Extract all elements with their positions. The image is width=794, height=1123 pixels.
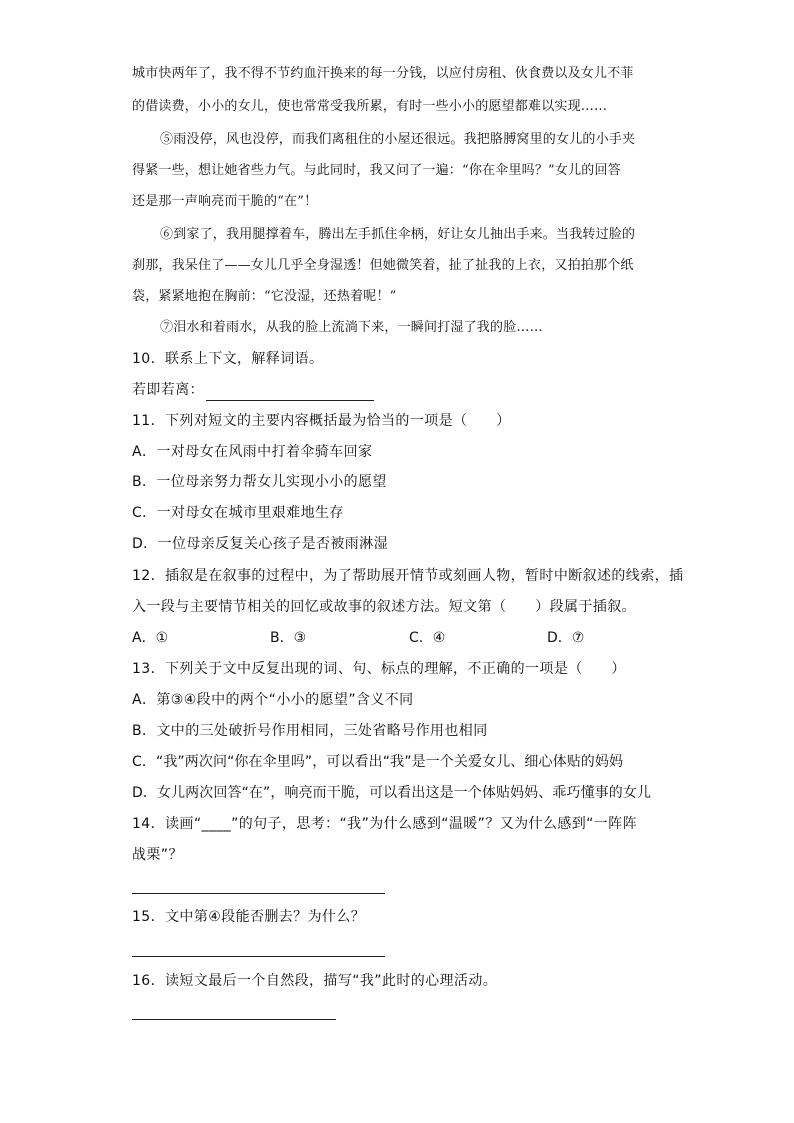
option-d[interactable]: D．⑦ [547,630,585,646]
passage-line: 城市快两年了，我不得不节约血汗换来的每一分钱，以应付房租、伙食费以及女儿不菲 [132,66,634,81]
answer-line[interactable] [132,893,385,894]
option-a[interactable]: A．第③④段中的两个“小小的愿望”含义不同 [132,692,414,708]
answer-line[interactable] [132,956,385,957]
option-b[interactable]: B．一位母亲努力帮女儿实现小小的愿望 [132,474,387,490]
question-10-item [132,379,374,401]
passage-line: 还是那一声响亮而干脆的“在”！ [132,194,318,209]
option-d[interactable]: D．女儿两次回答“在”，响亮而干脆，可以看出这是一个体贴妈妈、乖巧懂事的女儿 [132,785,652,801]
option-b[interactable]: B．③ [270,630,307,646]
option-d[interactable]: D．一位母亲反复关心孩子是否被雨淋湿 [132,536,388,552]
term-label: 若即若离： [132,382,204,398]
option-a[interactable]: A．① [132,630,169,646]
question-14-stem-line-1: 14．读画“____”的句子，思考：“我”为什么感到“温暖”？又为什么感到“一阵阵 [132,816,637,832]
paragraph-5-line: ⑤雨没停，风也没停，而我们离租住的小屋还很远。我把胳膊窝里的女儿的小手夹 [160,132,636,147]
question-10-stem: 10．联系上下文，解释词语。 [132,351,324,367]
passage-line: 得紧一些，想让她省些力气。与此同时，我又问了一遍：“你在伞里吗？”女儿的回答 [132,163,621,178]
question-13-stem: 13．下列关于文中反复出现的词、句、标点的理解，不正确的一项是（ ） [132,661,626,677]
question-15-stem: 15．文中第④段能否删去？为什么？ [132,909,366,925]
answer-blank[interactable] [206,386,374,401]
question-12-stem-line-2: 入一段与主要情节相关的回忆或故事的叙述方法。短文第（ ）段属于插叙。 [132,599,636,615]
option-b[interactable]: B．文中的三处破折号作用相同，三处省略号作用也相同 [132,723,488,739]
passage-line: 刹那，我呆住了——女儿几乎全身湿透！但她微笑着，扯了扯我的上衣，又拍拍那个纸 [132,258,634,273]
passage-line: 的借读费，小小的女儿，使也常常受我所累，有时一些小小的愿望都难以实现…… [132,99,608,114]
question-16-stem: 16．读短文最后一个自然段，描写“我”此时的心理活动。 [132,973,498,989]
option-a[interactable]: A．一对母女在风雨中打着伞骑车回家 [132,444,373,460]
question-11-stem: 11．下列对短文的主要内容概括最为恰当的一项是（ ） [132,413,511,429]
option-c[interactable]: C．“我”两次问“你在伞里吗”，可以看出“我”是一个关爱女儿、细心体贴的妈妈 [132,754,624,770]
passage-line: 袋，紧紧地抱在胸前：“它没湿，还热着呢！” [132,289,397,304]
option-c[interactable]: C．一对母女在城市里艰难地生存 [132,505,344,521]
paragraph-7-line: ⑦泪水和着雨水，从我的脸上流淌下来，一瞬间打湿了我的脸…… [160,320,543,335]
paragraph-6-line: ⑥到家了，我用腿撑着车，腾出左手抓住伞柄，好让女儿抽出手来。当我转过脸的 [160,227,636,242]
question-14-stem-line-2: 战栗”？ [132,847,183,863]
answer-line[interactable] [132,1019,336,1020]
question-12-stem-line-1: 12．插叙是在叙事的过程中，为了帮助展开情节或刻画人物，暂时中断叙述的线索，插 [132,568,684,584]
question-12-options [132,627,652,649]
option-c[interactable]: C．④ [409,630,446,646]
